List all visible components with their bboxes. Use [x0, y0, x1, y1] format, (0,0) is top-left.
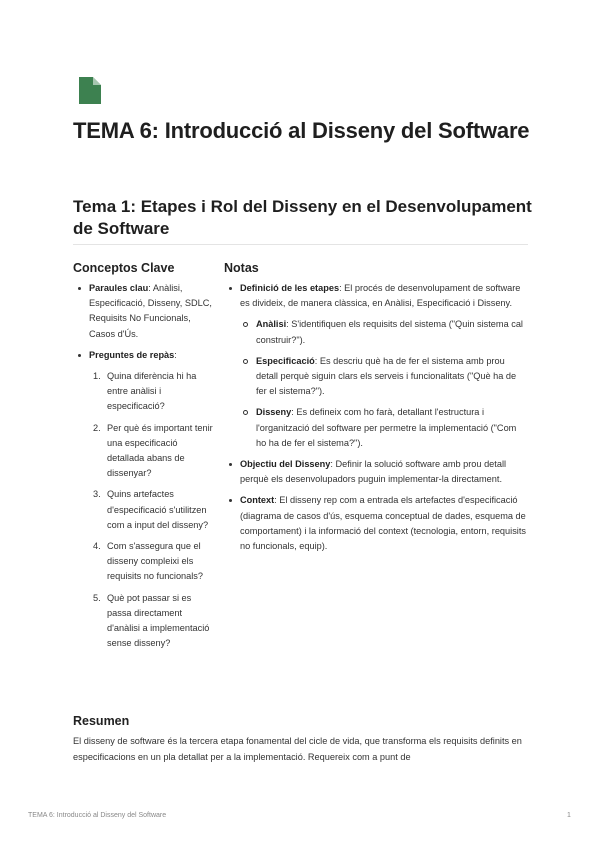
list-item: 5. Què pot passar si es passa directament d'anàlisi a implementació sense disseny? — [93, 592, 210, 649]
key-concepts-column — [73, 281, 213, 657]
review-questions-label: Preguntes de repàs — [89, 349, 175, 360]
keywords-text: : Anàlisi, Especificació, Disseny, SDLC, Requisits No Funcionals, Casos d'Ús. — [89, 283, 212, 339]
note-label: Especificació — [256, 355, 315, 366]
list-item: 2. Per què és important tenir una especificació detallada abans de dissenyar? — [93, 422, 213, 479]
list-item: 3. Quins artefactes d'especificació s'utilitzen com a input del disseny? — [93, 489, 209, 530]
question-text: Quina diferència hi ha entre anàlisi i especificació? — [107, 371, 197, 412]
context-item — [224, 493, 529, 554]
footer-title: TEMA 6: Introducció al Disseny del Software — [28, 812, 167, 819]
keywords-label: Paraules clau — [89, 283, 149, 293]
note-label: Anàlisi — [256, 319, 287, 330]
note-label: Definició de les etapes — [240, 283, 340, 293]
divider — [73, 244, 528, 245]
section-title: Tema 1: Etapes i Rol del Disseny en el Desenvolupament de Software — [73, 197, 532, 238]
stages-sublist — [240, 317, 529, 451]
list-item: 4. Com s'assegura que el disseny compleixi els requisits no funcionals? — [93, 541, 204, 582]
review-questions-item — [73, 348, 213, 652]
question-text: Què pot passar si es passa directament d'anàlisi a implementació sense disseny? — [107, 592, 210, 649]
list-item — [240, 317, 529, 347]
list-item: 1. Quina diferència hi ha entre anàlisi i especificació? — [93, 371, 197, 412]
note-text: : Es defineix com ho farà, detallant l'estructura i l'organització del software per permetre la implementació ("Com ho ha de fer el sistema?"). — [256, 407, 517, 448]
document-page-icon — [79, 77, 101, 104]
note-label: Objectiu del Disseny — [240, 459, 331, 470]
note-label: Context — [240, 495, 275, 506]
summary-text: El disseny de software és la tercera etapa fonamental del cicle de vida, que transforma els requisits definits en especificacions en un pla detallat per a la implementació. Requereix com a punt de — [73, 736, 522, 762]
note-text: : S'identifiquen els requisits del sistema ("Quin sistema cal construir?"). — [256, 319, 523, 345]
page-number: 1 — [567, 812, 571, 819]
review-questions-list — [89, 369, 213, 651]
keywords-item — [73, 281, 213, 342]
review-questions-text: : — [174, 349, 177, 360]
question-text: Quins artefactes d'especificació s'utilitzen com a input del disseny? — [107, 489, 209, 530]
note-text: : Es descriu què ha de fer el sistema amb prou detall perquè siguin clars els serveis i funcionalitats ("Què ha de fer el sistema?"). — [256, 355, 517, 397]
question-text: Per què és important tenir una especificació detallada abans de dissenyar? — [107, 422, 213, 479]
design-objective-item — [224, 457, 529, 487]
note-text: : Definir la solució software amb prou detall perquè els desenvolupadors puguin implementar-la directament. — [240, 459, 507, 485]
note-text: : El procés de desenvolupament de software es divideix, de manera clàssica, en Anàlisi, Especificació i Disseny. — [240, 283, 521, 309]
question-text: Com s'assegura que el disseny compleixi els requisits no funcionals? — [107, 541, 204, 582]
list-item — [240, 405, 529, 451]
notes-column — [224, 281, 529, 560]
page-title: TEMA 6: Introducció al Disseny del Software — [73, 118, 530, 143]
note-label: Disseny — [256, 407, 292, 418]
left-column-heading: Conceptos Clave — [73, 261, 175, 275]
note-text: : El disseny rep com a entrada els artefactes d'especificació (diagrama de casos d'ús, esquema conceptual de dades, esquema de comportament) i la informació del context (tecnologia, entorn, requisits no funcionals, equip). — [240, 495, 526, 552]
list-item — [240, 354, 529, 400]
right-column-heading: Notas — [224, 261, 259, 275]
summary-heading: Resumen — [73, 714, 130, 728]
stages-definition-item — [224, 281, 529, 451]
